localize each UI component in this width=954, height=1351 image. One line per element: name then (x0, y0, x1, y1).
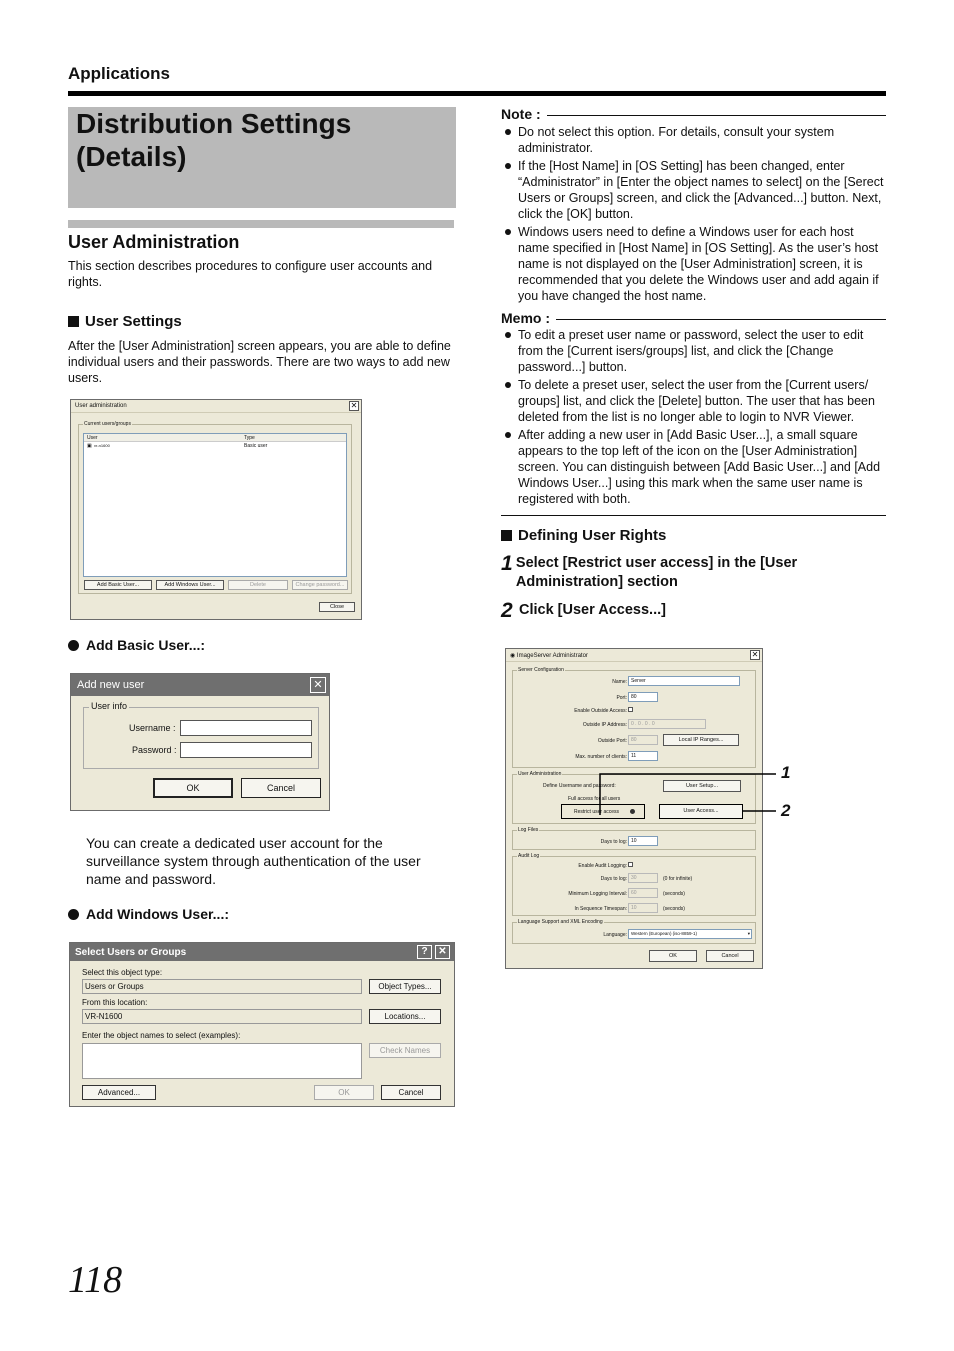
in-sequence-label: In Sequence Timespan: (574, 906, 627, 912)
step-text: Click [User Access...] (519, 602, 666, 618)
dialog-title: Add new user (77, 679, 145, 691)
user-admin-intro: This section describes procedures to configure user accounts and rights. (68, 259, 433, 289)
user-rights-heading-text: Defining User Rights (518, 527, 667, 544)
column-type: Type (244, 435, 255, 441)
user-administration-window (70, 399, 362, 620)
user-access-button[interactable]: User Access... (659, 804, 743, 819)
cancel-button[interactable]: Cancel (381, 1085, 441, 1100)
group-label: Server Configuration (518, 667, 564, 673)
cancel-button[interactable]: Cancel (706, 950, 754, 962)
user-settings-heading-text: User Settings (85, 313, 182, 330)
max-clients-label: Max. number of clients: (575, 754, 627, 760)
column-user: User (87, 435, 98, 441)
close-icon[interactable]: ✕ (751, 650, 759, 659)
days-to-log-input[interactable]: 10 (628, 836, 658, 846)
close-icon[interactable]: ✕ (310, 677, 326, 693)
log-files-group (512, 827, 756, 850)
change-password-button[interactable]: Change password... (292, 580, 348, 590)
language-group (512, 919, 756, 944)
username-label: Username : (129, 723, 176, 733)
user-icon: ▣ (87, 443, 92, 449)
delete-button[interactable]: Delete (228, 580, 288, 590)
user-settings-text: After the [User Administration] screen appears, you are able to define individual users and their passwords. There are two ways to add new users. (68, 339, 451, 385)
list-item: To edit a preset user name or password, select the user to edit from the [Current isers/groups] list, and click the [Change password...] button. (501, 327, 886, 375)
locations-button[interactable]: Locations... (369, 1009, 441, 1024)
min-interval-unit: (seconds) (663, 891, 685, 897)
square-bullet-icon (501, 530, 512, 541)
language-label: Language: (603, 932, 627, 938)
title-box (68, 107, 456, 208)
callout-2-label: 2 (781, 801, 791, 820)
note-list (501, 124, 886, 306)
table-row[interactable] (84, 442, 346, 450)
server-config-group (512, 667, 756, 768)
close-button[interactable]: Close (319, 602, 355, 612)
round-bullet-icon (68, 909, 79, 920)
chevron-down-icon: ▾ (747, 931, 750, 936)
user-setup-button[interactable]: User Setup... (663, 780, 741, 792)
max-clients-input[interactable]: 11 (628, 751, 658, 761)
object-names-input[interactable] (82, 1043, 362, 1079)
object-types-button[interactable]: Object Types... (369, 979, 441, 994)
step-number: 2 (501, 599, 513, 622)
group-label: User info (91, 701, 128, 711)
in-sequence-unit: (seconds) (663, 906, 685, 912)
close-icon[interactable]: ✕ (350, 401, 358, 410)
language-value: Western (European) (iso-8859-1) (631, 931, 697, 936)
add-basic-description: You can create a dedicated user account for the surveillance system through authentication of the user name and password. (86, 835, 421, 887)
callout-1-label: 1 (781, 763, 791, 782)
round-bullet-icon (68, 640, 79, 651)
app-icon: ◉ (510, 653, 517, 659)
memo-list (501, 327, 886, 509)
current-users-group (78, 421, 352, 594)
dialog-title-bar (70, 943, 454, 961)
dialog-title-bar (71, 674, 329, 696)
note-label: Note : (501, 106, 541, 122)
location-label: From this location: (82, 998, 148, 1007)
step-1 (501, 554, 886, 592)
note-heading (501, 106, 886, 122)
close-icon[interactable]: ✕ (435, 945, 450, 959)
group-label: Log Files (518, 827, 539, 833)
port-input[interactable]: 80 (628, 692, 658, 702)
select-users-dialog (69, 942, 455, 1107)
group-label: Language Support and XML Encoding (518, 919, 603, 925)
enable-audit-label: Enable Audit Logging: (578, 863, 627, 869)
define-users-label: Define Username and password: (543, 783, 616, 789)
list-item: If the [Host Name] in [OS Setting] has been changed, enter “Administrator” in [Enter the object names to select] on the [Serect Users or Groups] screen, and click the [Advanced...] button. Next, click the [OK] button. (501, 158, 886, 222)
add-basic-user-button[interactable]: Add Basic User... (84, 580, 152, 590)
user-rights-heading (501, 527, 666, 544)
list-item: After adding a new user in [Add Basic User...], a small square appears to the top left of the icon on the [User Administration] screen. You can distinguish between [Add Basic User...] and [Add Windows User...] using this mark when the same user name is registered with both. (501, 427, 886, 507)
memo-label: Memo : (501, 310, 550, 326)
check-names-button[interactable]: Check Names (369, 1043, 441, 1058)
square-bullet-icon (68, 316, 79, 327)
outside-port-label: Outside Port: (597, 738, 627, 744)
list-item: Do not select this option. For details, consult your system administrator. (501, 124, 886, 156)
outside-ip-label: Outside IP Address: (582, 722, 627, 728)
ok-button[interactable]: OK (314, 1085, 374, 1100)
local-ip-ranges-button[interactable]: Local IP Ranges... (663, 734, 739, 746)
ok-button[interactable]: OK (153, 778, 233, 798)
window-title-bar (506, 649, 762, 662)
min-interval-input[interactable]: 60 (628, 888, 658, 898)
advanced-button[interactable]: Advanced... (82, 1085, 156, 1100)
restrict-access-label: Restrict user access (574, 809, 620, 815)
min-interval-label: Minimum Logging Interval: (568, 891, 627, 897)
memo-heading (501, 310, 886, 326)
user-info-group (83, 701, 319, 769)
callout-lines (598, 765, 798, 825)
full-access-label: Full access for all users (568, 796, 621, 802)
enable-outside-checkbox[interactable] (628, 707, 633, 712)
object-type-label: Select this object type: (82, 968, 163, 977)
object-type-field: Users or Groups (82, 979, 362, 994)
cancel-button[interactable]: Cancel (241, 778, 321, 798)
group-label: Current users/groups (84, 421, 131, 427)
password-input[interactable] (180, 742, 312, 758)
user-settings-heading (68, 313, 182, 330)
page-number: 118 (68, 1259, 123, 1301)
user-admin-heading: User Administration (68, 232, 240, 252)
audit-days-input[interactable]: 30 (628, 873, 658, 883)
note-rule (547, 115, 886, 116)
audit-days-unit: (0 for infinite) (663, 876, 693, 882)
page-title (76, 107, 448, 173)
enable-outside-label: Enable Outside Access: (574, 708, 627, 714)
days-to-log-label: Days to log: (600, 839, 627, 845)
add-windows-heading (68, 906, 229, 922)
row-type: Basic user (244, 443, 268, 449)
add-new-user-dialog (70, 673, 330, 811)
users-list[interactable] (83, 433, 347, 577)
dialog-title: Select Users or Groups (75, 947, 187, 958)
row-user: vr-n1600 (94, 443, 110, 448)
header-rule (68, 91, 886, 96)
section-bar (68, 220, 454, 228)
section-label: Applications (68, 64, 171, 83)
page-title-line2: (Details) (76, 141, 187, 172)
audit-days-label: Days to log: (600, 876, 627, 882)
list-header (84, 434, 346, 442)
username-input[interactable] (180, 720, 312, 736)
list-item: Windows users need to define a Windows user for each host name specified in [Host Name] in [OS Setting]. As the user’s host name is not displayed on the [User Administration] screen, it is recommended that you delete the Windows user and add again if you have changed the host name. (501, 224, 886, 304)
outside-port-input[interactable]: 80 (628, 735, 658, 745)
port-label: Port: (616, 695, 627, 701)
password-label: Password : (132, 745, 177, 755)
step-2 (501, 601, 886, 621)
audit-log-group (512, 853, 756, 916)
outside-ip-input[interactable]: 0 . 0 . 0 . 0 (628, 719, 706, 729)
list-item: To delete a preset user, select the user from the [Current users/ groups] list, and click the [Delete] button. The user that has been deleted from the list is no longer able to login to NVR Viewer. (501, 377, 886, 425)
enable-audit-checkbox[interactable] (628, 862, 633, 867)
help-icon[interactable]: ? (417, 945, 432, 959)
add-basic-heading-text: Add Basic User...: (86, 637, 206, 653)
window-title: ImageServer Administrator (516, 653, 588, 659)
object-names-label: Enter the object names to select (examples): (82, 1031, 241, 1040)
window-title: User administration (75, 403, 127, 409)
step-number: 1 (501, 552, 513, 575)
name-label: Name: (612, 679, 627, 685)
ok-button[interactable]: OK (649, 950, 697, 962)
location-field: VR-N1600 (82, 1009, 362, 1024)
in-sequence-input[interactable]: 10 (628, 903, 658, 913)
add-windows-heading-text: Add Windows User...: (86, 906, 229, 922)
language-select[interactable] (628, 929, 752, 939)
group-label: User Administration (518, 771, 562, 777)
group-label: Audit Log (518, 853, 540, 859)
window-title-bar (71, 400, 361, 413)
memo-end-rule (501, 515, 886, 516)
add-windows-user-button[interactable]: Add Windows User... (156, 580, 224, 590)
page-title-line1: Distribution Settings (76, 108, 352, 139)
callout-1-line (600, 774, 776, 815)
memo-rule (556, 319, 886, 320)
name-input[interactable]: Server (628, 676, 740, 686)
step-text: Select [Restrict user access] in the [User Administration] section (515, 555, 798, 590)
add-basic-heading (68, 637, 205, 653)
